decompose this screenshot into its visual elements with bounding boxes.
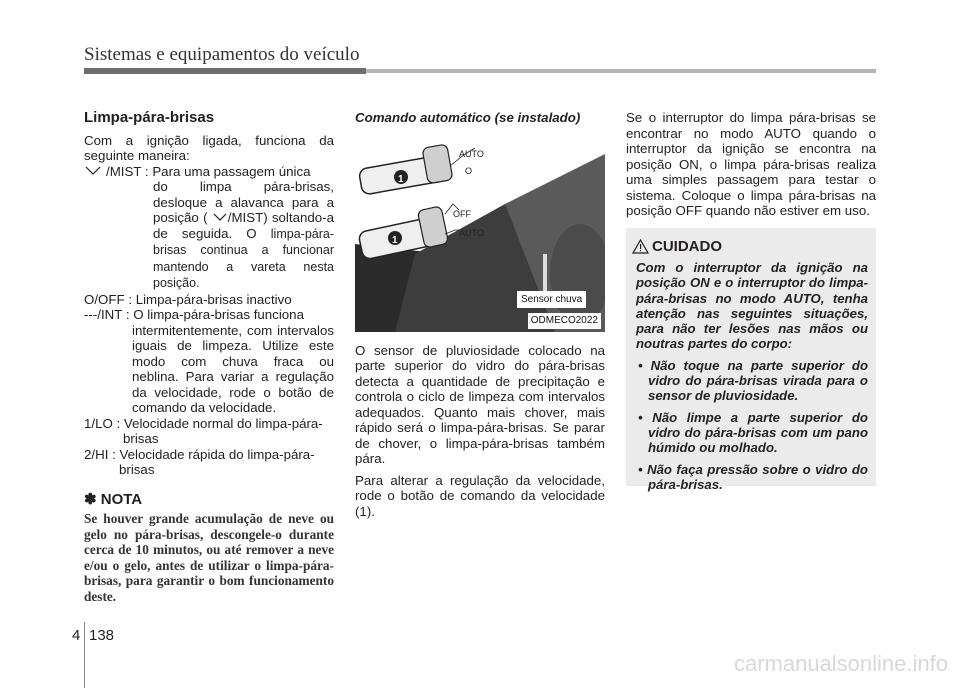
figure-caption: ODMECO2022 [528,313,601,329]
mist-text-1: Para uma passagem única [152,163,311,179]
caution-box [626,228,876,492]
wiper-heading: Limpa-pára-brisas [84,109,215,126]
auto-para-1: O sensor de pluviosidade colocado na parte superior do vidro do pára-brisas detecta a quantidade de precipitação e controla o ciclo de limpeza com intervalos adequados. Quanto mais chover, mais rápido será o limpa-pára-brisas. Se parar de chover, o limpa-pára-brisas também pára. [355,342,605,466]
header-rule [84,69,876,73]
page-header-title: Sistemas e equipamentos do veículo [84,44,360,65]
page-number: 138 [89,627,115,644]
footer-rule [84,622,85,688]
caution-lead: Com o interruptor da ignição na posição ON e o interruptor do limpa-pára-brisas no modo AUTO, tenha atenção nas seguintes situações, para não ter lesões nas mãos ou noutras partes do corpo: [636,260,868,352]
chapter-number: 4 [72,627,81,644]
mist-symbol-icon [84,164,106,180]
label-o: O [465,165,473,176]
caution-bullet: • Não faça pressão sobre o vidro do pára-brisas. [638,461,868,492]
wiper-intro: Com a ignição ligada, funciona da seguinte maneira: [84,132,334,163]
auto-mode-para: Se o interruptor do limpa pára-brisas se encontrar no modo AUTO quando o interruptor da ignição se encontra na posição ON, o limpa pára-brisas realiza uma simples passagem para testar o sistema. Coloque o limpa pára-brisas na posição OFF quando não estiver em uso. [626,110,876,218]
hi-entry-cont: brisas [119,462,155,477]
int-text-2: intermitentemente, com intervalos iguais de limpeza. Utilize este modo com chuva fraca ou neblina. Para variar a regulação da velocidade, rode o botão de comando da velocidade. [132,322,334,415]
note-title: ✽ NOTA [84,490,143,508]
caution-body [636,260,868,498]
mist-text-2: do limpa pára-brisas, desloque a alavanca para a posição ( [153,179,334,225]
auto-para-2: Para alterar a regulação da velocidade, rode o botão de comando da velocidade (1). [355,472,605,519]
lo-entry: 1/LO : Velocidade normal do limpa-pára- [84,415,323,431]
watermark: carmanualsonline.info [733,651,948,676]
label-auto-top: AUTO [459,148,484,159]
label-auto-bottom: AUTO [459,227,484,238]
mist-entry [84,164,334,292]
int-entry [84,307,334,416]
label-off: OFF [453,208,471,219]
int-text-1: O limpa-pára-brisas funciona [133,307,304,322]
marker-1-bottom: 1 [392,234,398,246]
mist-text-3: limpa-pára-brisas continua a funcionar mantendo a vareta nesta posição. [153,226,334,290]
note-body: Se houver grande acumulação de neve ou gelo no pára-brisas, descongele-o durante cerca de 10 minutos, ou até remover a neve e/ou o gelo, antes de utilizar o limpa-pára-brisas, para garantir o bom funcionamento deste. [84,511,334,604]
mist-inline-icon [212,213,228,222]
caution-bullet: • Não toque na parte superior do vidro do pára-brisas virada para o sensor de pluviosidade. [638,357,868,404]
sensor-tag: Sensor chuva [517,291,586,309]
marker-1-top: 1 [398,173,404,185]
column-auto-control [355,110,605,525]
lo-entry-cont: brisas [123,431,159,446]
hi-entry: 2/HI : Velocidade rápida do limpa-pára- [84,446,315,462]
auto-control-heading: Comando automático (se instalado) [355,110,581,125]
caution-title: CUIDADO [652,238,722,255]
warning-icon [632,239,649,254]
column-auto-mode [626,110,876,225]
mist-key: /MIST : [106,163,149,179]
caution-bullet: • Não limpe a parte superior do vidro do pára-brisas com um pano húmido ou molhado. [638,409,868,456]
column-wiper [84,110,334,605]
mist-text-2b: /MIST) soltando-a de seguida. O [153,210,334,241]
off-entry: O/OFF : Limpa-pára-brisas inactivo [84,291,292,307]
wiper-figure [355,134,605,332]
int-key: ---/INT : [84,307,130,322]
